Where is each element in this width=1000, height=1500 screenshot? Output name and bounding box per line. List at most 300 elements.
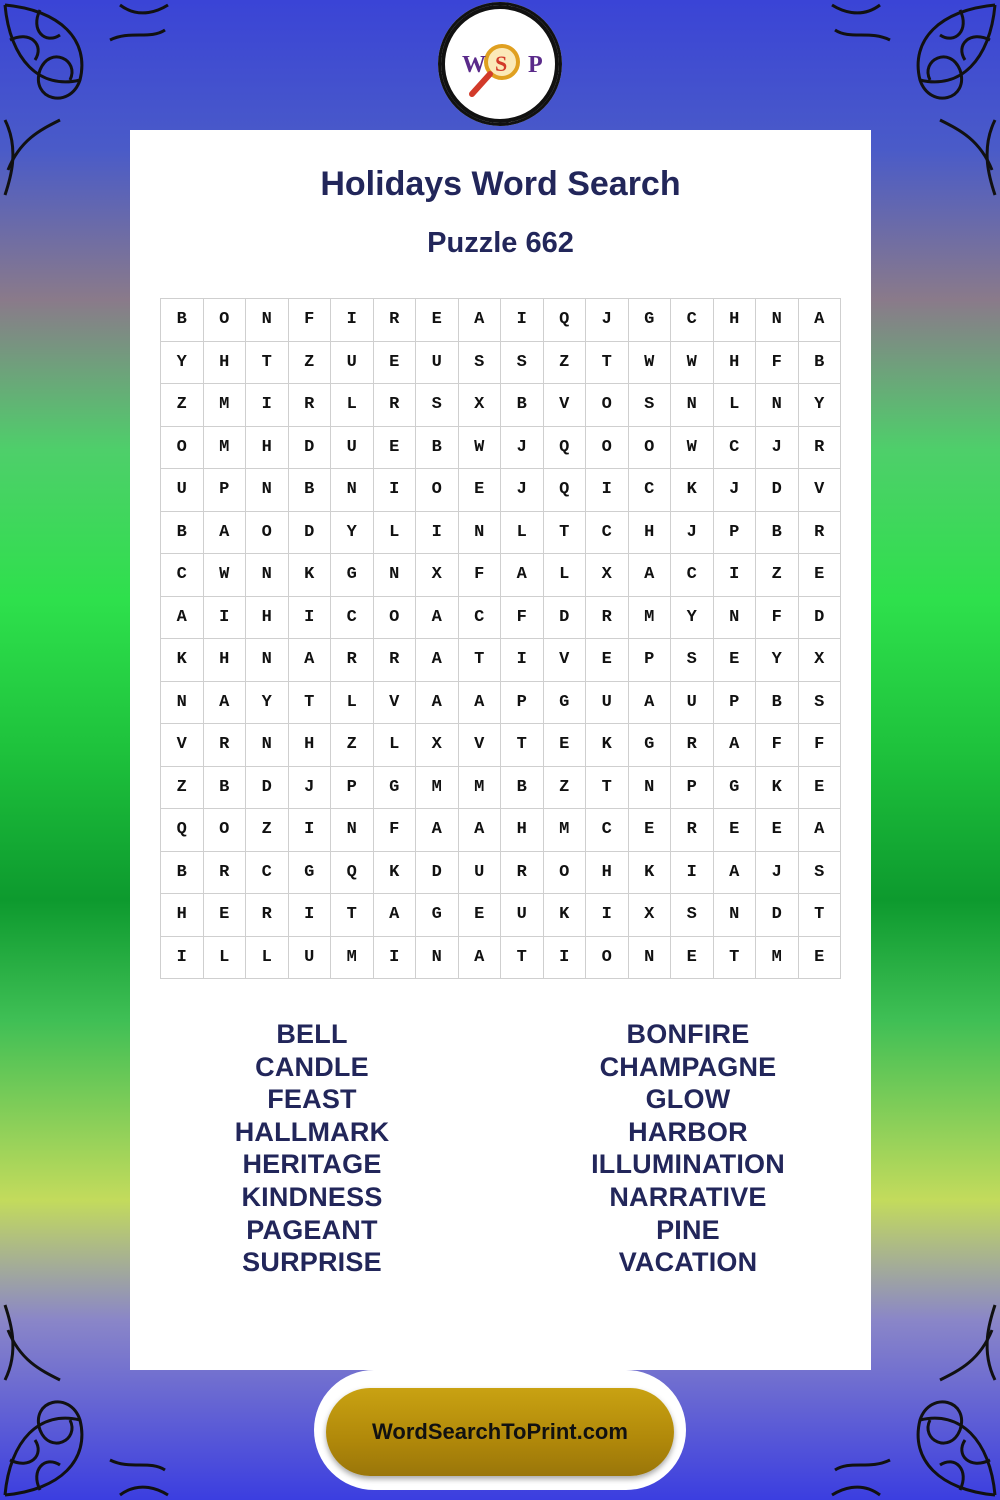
grid-cell[interactable]: L bbox=[373, 511, 416, 554]
grid-cell[interactable]: I bbox=[331, 299, 374, 342]
grid-cell[interactable]: N bbox=[246, 299, 289, 342]
grid-cell[interactable]: E bbox=[713, 639, 756, 682]
grid-cell[interactable]: E bbox=[416, 299, 459, 342]
grid-row bbox=[161, 341, 841, 384]
logo-letter-s: S bbox=[495, 51, 508, 76]
grid-cell[interactable]: D bbox=[798, 596, 841, 639]
grid-cell[interactable]: F bbox=[288, 299, 331, 342]
grid-cell[interactable]: T bbox=[501, 724, 544, 767]
grid-cell[interactable]: H bbox=[501, 809, 544, 852]
grid-cell[interactable]: L bbox=[331, 681, 374, 724]
letter-grid[interactable] bbox=[160, 298, 841, 979]
word-list-item: NARRATIVE bbox=[609, 1181, 767, 1212]
wsp-logo[interactable] bbox=[438, 2, 562, 126]
grid-cell[interactable]: B bbox=[501, 384, 544, 427]
grid-cell[interactable]: V bbox=[161, 724, 204, 767]
grid-cell[interactable]: P bbox=[501, 681, 544, 724]
grid-cell[interactable]: I bbox=[586, 894, 629, 937]
grid-cell[interactable]: O bbox=[586, 384, 629, 427]
grid-cell[interactable]: R bbox=[246, 894, 289, 937]
grid-cell[interactable]: G bbox=[288, 851, 331, 894]
grid-cell[interactable]: Q bbox=[543, 469, 586, 512]
grid-cell[interactable]: H bbox=[246, 426, 289, 469]
grid-row bbox=[161, 851, 841, 894]
grid-cell[interactable]: M bbox=[331, 936, 374, 979]
grid-cell[interactable]: C bbox=[671, 554, 714, 597]
grid-cell[interactable]: T bbox=[586, 341, 629, 384]
grid-cell[interactable]: I bbox=[501, 639, 544, 682]
grid-cell[interactable]: K bbox=[373, 851, 416, 894]
grid-cell[interactable]: X bbox=[628, 894, 671, 937]
site-link-wrapper bbox=[314, 1370, 686, 1490]
grid-cell[interactable]: C bbox=[161, 554, 204, 597]
grid-cell[interactable]: A bbox=[628, 554, 671, 597]
grid-row bbox=[161, 936, 841, 979]
grid-cell[interactable]: Z bbox=[246, 809, 289, 852]
grid-cell[interactable]: E bbox=[458, 469, 501, 512]
grid-cell[interactable]: D bbox=[416, 851, 459, 894]
grid-cell[interactable]: Q bbox=[331, 851, 374, 894]
word-list-item: PAGEANT bbox=[246, 1214, 378, 1245]
grid-row bbox=[161, 511, 841, 554]
grid-cell[interactable]: O bbox=[628, 426, 671, 469]
grid-cell[interactable]: N bbox=[671, 384, 714, 427]
grid-cell[interactable]: X bbox=[416, 554, 459, 597]
word-list-item: GLOW bbox=[645, 1084, 731, 1115]
grid-cell[interactable]: F bbox=[373, 809, 416, 852]
grid-cell[interactable]: N bbox=[373, 554, 416, 597]
grid-cell[interactable]: O bbox=[373, 596, 416, 639]
grid-cell[interactable]: A bbox=[416, 639, 459, 682]
grid-cell[interactable]: S bbox=[416, 384, 459, 427]
grid-cell[interactable]: O bbox=[161, 426, 204, 469]
grid-cell[interactable]: S bbox=[671, 894, 714, 937]
logo-letter-w: W bbox=[462, 52, 486, 78]
grid-cell[interactable]: Q bbox=[543, 299, 586, 342]
grid-cell[interactable]: I bbox=[288, 809, 331, 852]
grid-cell[interactable]: Y bbox=[756, 639, 799, 682]
grid-cell[interactable]: H bbox=[628, 511, 671, 554]
grid-cell[interactable]: V bbox=[543, 639, 586, 682]
grid-cell[interactable]: U bbox=[501, 894, 544, 937]
grid-cell[interactable]: E bbox=[671, 936, 714, 979]
grid-cell[interactable]: G bbox=[628, 724, 671, 767]
grid-cell[interactable]: W bbox=[458, 426, 501, 469]
word-list-item: VACATION bbox=[618, 1247, 758, 1278]
grid-cell[interactable]: M bbox=[458, 766, 501, 809]
grid-cell[interactable]: L bbox=[501, 511, 544, 554]
grid-cell[interactable]: G bbox=[373, 766, 416, 809]
word-list-item: BONFIRE bbox=[626, 1019, 750, 1049]
grid-cell[interactable]: V bbox=[798, 469, 841, 512]
grid-cell[interactable]: A bbox=[416, 596, 459, 639]
word-list-left bbox=[162, 1018, 462, 1279]
grid-cell[interactable]: Z bbox=[331, 724, 374, 767]
grid-cell[interactable]: W bbox=[203, 554, 246, 597]
grid-cell[interactable]: N bbox=[628, 766, 671, 809]
grid-cell[interactable]: N bbox=[628, 936, 671, 979]
grid-cell[interactable]: S bbox=[798, 681, 841, 724]
grid-cell[interactable]: B bbox=[288, 469, 331, 512]
grid-cell[interactable]: E bbox=[798, 554, 841, 597]
word-list-item: CHAMPAGNE bbox=[599, 1051, 777, 1082]
grid-cell[interactable]: N bbox=[713, 894, 756, 937]
grid-cell[interactable]: W bbox=[671, 341, 714, 384]
grid-cell[interactable]: U bbox=[671, 681, 714, 724]
grid-cell[interactable]: A bbox=[203, 511, 246, 554]
grid-cell[interactable]: A bbox=[713, 851, 756, 894]
grid-cell[interactable]: J bbox=[713, 469, 756, 512]
grid-cell[interactable]: C bbox=[586, 511, 629, 554]
grid-cell[interactable]: M bbox=[203, 426, 246, 469]
grid-cell[interactable]: I bbox=[203, 596, 246, 639]
grid-cell[interactable]: A bbox=[161, 596, 204, 639]
grid-cell[interactable]: H bbox=[288, 724, 331, 767]
grid-cell[interactable]: E bbox=[628, 809, 671, 852]
grid-cell[interactable]: I bbox=[416, 511, 459, 554]
grid-cell[interactable]: E bbox=[713, 809, 756, 852]
grid-cell[interactable]: N bbox=[458, 511, 501, 554]
grid-cell[interactable]: E bbox=[373, 341, 416, 384]
grid-cell[interactable]: Z bbox=[543, 341, 586, 384]
grid-cell[interactable]: D bbox=[756, 469, 799, 512]
grid-cell[interactable]: P bbox=[671, 766, 714, 809]
grid-cell[interactable]: Z bbox=[543, 766, 586, 809]
grid-cell[interactable]: A bbox=[416, 681, 459, 724]
grid-cell[interactable]: E bbox=[543, 724, 586, 767]
grid-cell[interactable]: G bbox=[543, 681, 586, 724]
grid-cell[interactable]: K bbox=[671, 469, 714, 512]
grid-cell[interactable]: T bbox=[543, 511, 586, 554]
grid-cell[interactable]: Y bbox=[671, 596, 714, 639]
grid-cell[interactable]: I bbox=[671, 851, 714, 894]
grid-cell[interactable]: J bbox=[501, 426, 544, 469]
site-link-button[interactable]: WordSearchToPrint.com bbox=[326, 1388, 674, 1476]
grid-cell[interactable]: N bbox=[246, 469, 289, 512]
grid-cell[interactable]: Y bbox=[798, 384, 841, 427]
grid-cell[interactable]: N bbox=[246, 554, 289, 597]
grid-cell[interactable]: B bbox=[798, 341, 841, 384]
grid-cell[interactable]: F bbox=[756, 596, 799, 639]
grid-cell[interactable]: T bbox=[331, 894, 374, 937]
word-list-item: HERITAGE bbox=[242, 1149, 382, 1180]
grid-cell[interactable]: U bbox=[161, 469, 204, 512]
grid-cell[interactable]: A bbox=[458, 299, 501, 342]
grid-cell[interactable]: O bbox=[246, 511, 289, 554]
grid-cell[interactable]: I bbox=[543, 936, 586, 979]
word-list-item: PINE bbox=[656, 1214, 720, 1245]
grid-cell[interactable]: T bbox=[713, 936, 756, 979]
grid-cell[interactable]: R bbox=[671, 809, 714, 852]
grid-cell[interactable]: C bbox=[628, 469, 671, 512]
grid-cell[interactable]: A bbox=[798, 299, 841, 342]
grid-cell[interactable]: O bbox=[203, 809, 246, 852]
grid-cell[interactable]: T bbox=[246, 341, 289, 384]
grid-cell[interactable]: F bbox=[501, 596, 544, 639]
grid-cell[interactable]: M bbox=[628, 596, 671, 639]
grid-cell[interactable]: O bbox=[203, 299, 246, 342]
grid-cell[interactable]: B bbox=[203, 766, 246, 809]
grid-cell[interactable]: D bbox=[756, 894, 799, 937]
grid-cell[interactable]: D bbox=[288, 511, 331, 554]
grid-cell[interactable]: T bbox=[501, 936, 544, 979]
word-list-item: BELL bbox=[276, 1019, 348, 1049]
grid-row bbox=[161, 299, 841, 342]
grid-cell[interactable]: W bbox=[671, 426, 714, 469]
grid-cell[interactable]: M bbox=[416, 766, 459, 809]
grid-cell[interactable]: L bbox=[331, 384, 374, 427]
grid-row bbox=[161, 554, 841, 597]
word-list-item: HALLMARK bbox=[234, 1116, 390, 1147]
grid-cell[interactable]: Z bbox=[161, 766, 204, 809]
grid-cell[interactable]: L bbox=[713, 384, 756, 427]
grid-cell[interactable]: P bbox=[713, 511, 756, 554]
grid-cell[interactable]: G bbox=[628, 299, 671, 342]
grid-cell[interactable]: N bbox=[756, 299, 799, 342]
grid-cell[interactable]: H bbox=[246, 596, 289, 639]
grid-cell[interactable]: I bbox=[501, 299, 544, 342]
grid-cell[interactable]: K bbox=[586, 724, 629, 767]
grid-cell[interactable]: H bbox=[586, 851, 629, 894]
puzzle-number: Puzzle 662 bbox=[427, 227, 574, 259]
grid-cell[interactable]: R bbox=[203, 851, 246, 894]
grid-cell[interactable]: P bbox=[628, 639, 671, 682]
grid-cell[interactable]: I bbox=[288, 894, 331, 937]
grid-cell[interactable]: C bbox=[331, 596, 374, 639]
grid-cell[interactable]: A bbox=[458, 936, 501, 979]
grid-cell[interactable]: R bbox=[373, 384, 416, 427]
grid-cell[interactable]: Z bbox=[288, 341, 331, 384]
grid-cell[interactable]: S bbox=[628, 384, 671, 427]
grid-cell[interactable]: U bbox=[416, 341, 459, 384]
grid-cell[interactable]: I bbox=[586, 469, 629, 512]
grid-cell[interactable]: L bbox=[203, 936, 246, 979]
grid-cell[interactable]: N bbox=[756, 384, 799, 427]
grid-cell[interactable]: A bbox=[798, 809, 841, 852]
grid-cell[interactable]: E bbox=[756, 809, 799, 852]
grid-cell[interactable]: C bbox=[671, 299, 714, 342]
grid-cell[interactable]: T bbox=[798, 894, 841, 937]
grid-cell[interactable]: N bbox=[331, 809, 374, 852]
grid-cell[interactable]: M bbox=[756, 936, 799, 979]
grid-cell[interactable]: S bbox=[798, 851, 841, 894]
grid-cell[interactable]: B bbox=[501, 766, 544, 809]
logo-letter-p: P bbox=[528, 52, 543, 78]
grid-cell[interactable]: K bbox=[543, 894, 586, 937]
grid-cell[interactable]: Q bbox=[543, 426, 586, 469]
grid-cell[interactable]: A bbox=[458, 681, 501, 724]
grid-cell[interactable]: L bbox=[246, 936, 289, 979]
grid-cell[interactable]: W bbox=[628, 341, 671, 384]
grid-cell[interactable]: U bbox=[586, 681, 629, 724]
grid-cell[interactable]: R bbox=[373, 299, 416, 342]
word-list-item: HARBOR bbox=[628, 1116, 748, 1147]
grid-cell[interactable]: R bbox=[671, 724, 714, 767]
grid-row bbox=[161, 681, 841, 724]
grid-cell[interactable]: R bbox=[203, 724, 246, 767]
grid-cell[interactable]: E bbox=[458, 894, 501, 937]
grid-cell[interactable]: E bbox=[798, 936, 841, 979]
grid-cell[interactable]: N bbox=[416, 936, 459, 979]
grid-cell[interactable]: O bbox=[416, 469, 459, 512]
grid-cell[interactable]: H bbox=[203, 639, 246, 682]
grid-cell[interactable]: M bbox=[543, 809, 586, 852]
grid-cell[interactable]: N bbox=[161, 681, 204, 724]
grid-cell[interactable]: O bbox=[586, 936, 629, 979]
grid-row bbox=[161, 809, 841, 852]
grid-cell[interactable]: E bbox=[203, 894, 246, 937]
grid-row bbox=[161, 596, 841, 639]
grid-cell[interactable]: A bbox=[713, 724, 756, 767]
grid-cell[interactable]: C bbox=[713, 426, 756, 469]
grid-cell[interactable]: Z bbox=[161, 384, 204, 427]
grid-cell[interactable]: Q bbox=[161, 809, 204, 852]
grid-cell[interactable]: F bbox=[798, 724, 841, 767]
grid-row bbox=[161, 469, 841, 512]
grid-cell[interactable]: J bbox=[501, 469, 544, 512]
grid-cell[interactable]: U bbox=[331, 426, 374, 469]
grid-cell[interactable]: V bbox=[373, 681, 416, 724]
grid-cell[interactable]: J bbox=[756, 426, 799, 469]
grid-cell[interactable]: D bbox=[246, 766, 289, 809]
grid-cell[interactable]: N bbox=[713, 596, 756, 639]
grid-cell[interactable]: F bbox=[458, 554, 501, 597]
grid-cell[interactable]: U bbox=[331, 341, 374, 384]
grid-cell[interactable]: K bbox=[756, 766, 799, 809]
grid-cell[interactable]: A bbox=[288, 639, 331, 682]
grid-cell[interactable]: R bbox=[798, 426, 841, 469]
grid-cell[interactable]: J bbox=[756, 851, 799, 894]
word-list-right bbox=[538, 1018, 838, 1279]
grid-row bbox=[161, 384, 841, 427]
grid-cell[interactable]: E bbox=[373, 426, 416, 469]
grid-cell[interactable]: T bbox=[458, 639, 501, 682]
grid-cell[interactable]: K bbox=[628, 851, 671, 894]
grid-cell[interactable]: X bbox=[416, 724, 459, 767]
grid-cell[interactable]: Z bbox=[756, 554, 799, 597]
grid-cell[interactable]: V bbox=[543, 384, 586, 427]
grid-cell[interactable]: X bbox=[798, 639, 841, 682]
grid-cell[interactable]: I bbox=[373, 469, 416, 512]
grid-cell[interactable]: O bbox=[586, 426, 629, 469]
grid-cell[interactable]: A bbox=[458, 809, 501, 852]
grid-cell[interactable]: R bbox=[331, 639, 374, 682]
grid-cell[interactable]: J bbox=[288, 766, 331, 809]
grid-cell[interactable]: P bbox=[331, 766, 374, 809]
grid-cell[interactable]: C bbox=[586, 809, 629, 852]
grid-cell[interactable]: A bbox=[628, 681, 671, 724]
grid-cell[interactable]: B bbox=[416, 426, 459, 469]
grid-cell[interactable]: I bbox=[246, 384, 289, 427]
grid-cell[interactable]: T bbox=[586, 766, 629, 809]
grid-cell[interactable]: G bbox=[713, 766, 756, 809]
grid-cell[interactable]: L bbox=[543, 554, 586, 597]
grid-row bbox=[161, 426, 841, 469]
grid-cell[interactable]: Y bbox=[161, 341, 204, 384]
grid-cell[interactable]: N bbox=[246, 724, 289, 767]
grid-row bbox=[161, 766, 841, 809]
grid-cell[interactable]: A bbox=[416, 809, 459, 852]
word-list-item: SURPRISE bbox=[242, 1247, 382, 1278]
grid-row bbox=[161, 724, 841, 767]
grid-cell[interactable]: U bbox=[288, 936, 331, 979]
grid-cell[interactable]: X bbox=[586, 554, 629, 597]
grid-cell[interactable]: R bbox=[288, 384, 331, 427]
grid-cell[interactable]: J bbox=[586, 299, 629, 342]
grid-cell[interactable]: B bbox=[161, 299, 204, 342]
word-list-item: KINDNESS bbox=[241, 1181, 383, 1212]
grid-cell[interactable]: M bbox=[203, 384, 246, 427]
puzzle-title: Holidays Word Search bbox=[320, 165, 681, 203]
grid-cell[interactable]: E bbox=[586, 639, 629, 682]
grid-cell[interactable]: R bbox=[501, 851, 544, 894]
grid-cell[interactable]: B bbox=[161, 851, 204, 894]
grid-cell[interactable]: N bbox=[246, 639, 289, 682]
grid-cell[interactable]: H bbox=[713, 299, 756, 342]
grid-cell[interactable]: I bbox=[713, 554, 756, 597]
grid-cell[interactable]: U bbox=[458, 851, 501, 894]
grid-cell[interactable]: K bbox=[161, 639, 204, 682]
grid-cell[interactable]: X bbox=[458, 384, 501, 427]
grid-cell[interactable]: R bbox=[798, 511, 841, 554]
grid-cell[interactable]: F bbox=[756, 341, 799, 384]
grid-cell[interactable]: E bbox=[798, 766, 841, 809]
grid-cell[interactable]: Y bbox=[331, 511, 374, 554]
grid-cell[interactable]: S bbox=[671, 639, 714, 682]
grid-cell[interactable]: V bbox=[458, 724, 501, 767]
grid-cell[interactable]: J bbox=[671, 511, 714, 554]
grid-cell[interactable]: D bbox=[288, 426, 331, 469]
grid-cell[interactable]: H bbox=[713, 341, 756, 384]
grid-cell[interactable]: A bbox=[203, 681, 246, 724]
grid-cell[interactable]: Y bbox=[246, 681, 289, 724]
word-list-item: FEAST bbox=[267, 1084, 357, 1115]
grid-cell[interactable]: P bbox=[713, 681, 756, 724]
grid-cell[interactable]: D bbox=[543, 596, 586, 639]
grid-cell[interactable]: H bbox=[203, 341, 246, 384]
grid-cell[interactable]: C bbox=[458, 596, 501, 639]
grid-cell[interactable]: B bbox=[756, 511, 799, 554]
puzzle-card bbox=[130, 130, 871, 1370]
grid-cell[interactable]: S bbox=[501, 341, 544, 384]
grid-cell[interactable]: L bbox=[373, 724, 416, 767]
grid-cell[interactable]: G bbox=[331, 554, 374, 597]
grid-cell[interactable]: A bbox=[373, 894, 416, 937]
grid-row bbox=[161, 894, 841, 937]
grid-cell[interactable]: P bbox=[203, 469, 246, 512]
grid-cell[interactable]: S bbox=[458, 341, 501, 384]
grid-cell[interactable]: I bbox=[161, 936, 204, 979]
grid-row bbox=[161, 639, 841, 682]
grid-cell[interactable]: C bbox=[246, 851, 289, 894]
grid-cell[interactable]: G bbox=[416, 894, 459, 937]
grid-cell[interactable]: R bbox=[586, 596, 629, 639]
grid-cell[interactable]: O bbox=[543, 851, 586, 894]
word-list-item: ILLUMINATION bbox=[591, 1149, 785, 1180]
word-list-item: CANDLE bbox=[255, 1051, 369, 1082]
grid-cell[interactable]: B bbox=[756, 681, 799, 724]
grid-cell[interactable]: B bbox=[161, 511, 204, 554]
grid-cell[interactable]: F bbox=[756, 724, 799, 767]
grid-cell[interactable]: K bbox=[288, 554, 331, 597]
grid-cell[interactable]: H bbox=[161, 894, 204, 937]
grid-cell[interactable]: R bbox=[373, 639, 416, 682]
grid-cell[interactable]: I bbox=[373, 936, 416, 979]
grid-cell[interactable]: N bbox=[331, 469, 374, 512]
grid-cell[interactable]: A bbox=[501, 554, 544, 597]
grid-cell[interactable]: T bbox=[288, 681, 331, 724]
grid-cell[interactable]: I bbox=[288, 596, 331, 639]
